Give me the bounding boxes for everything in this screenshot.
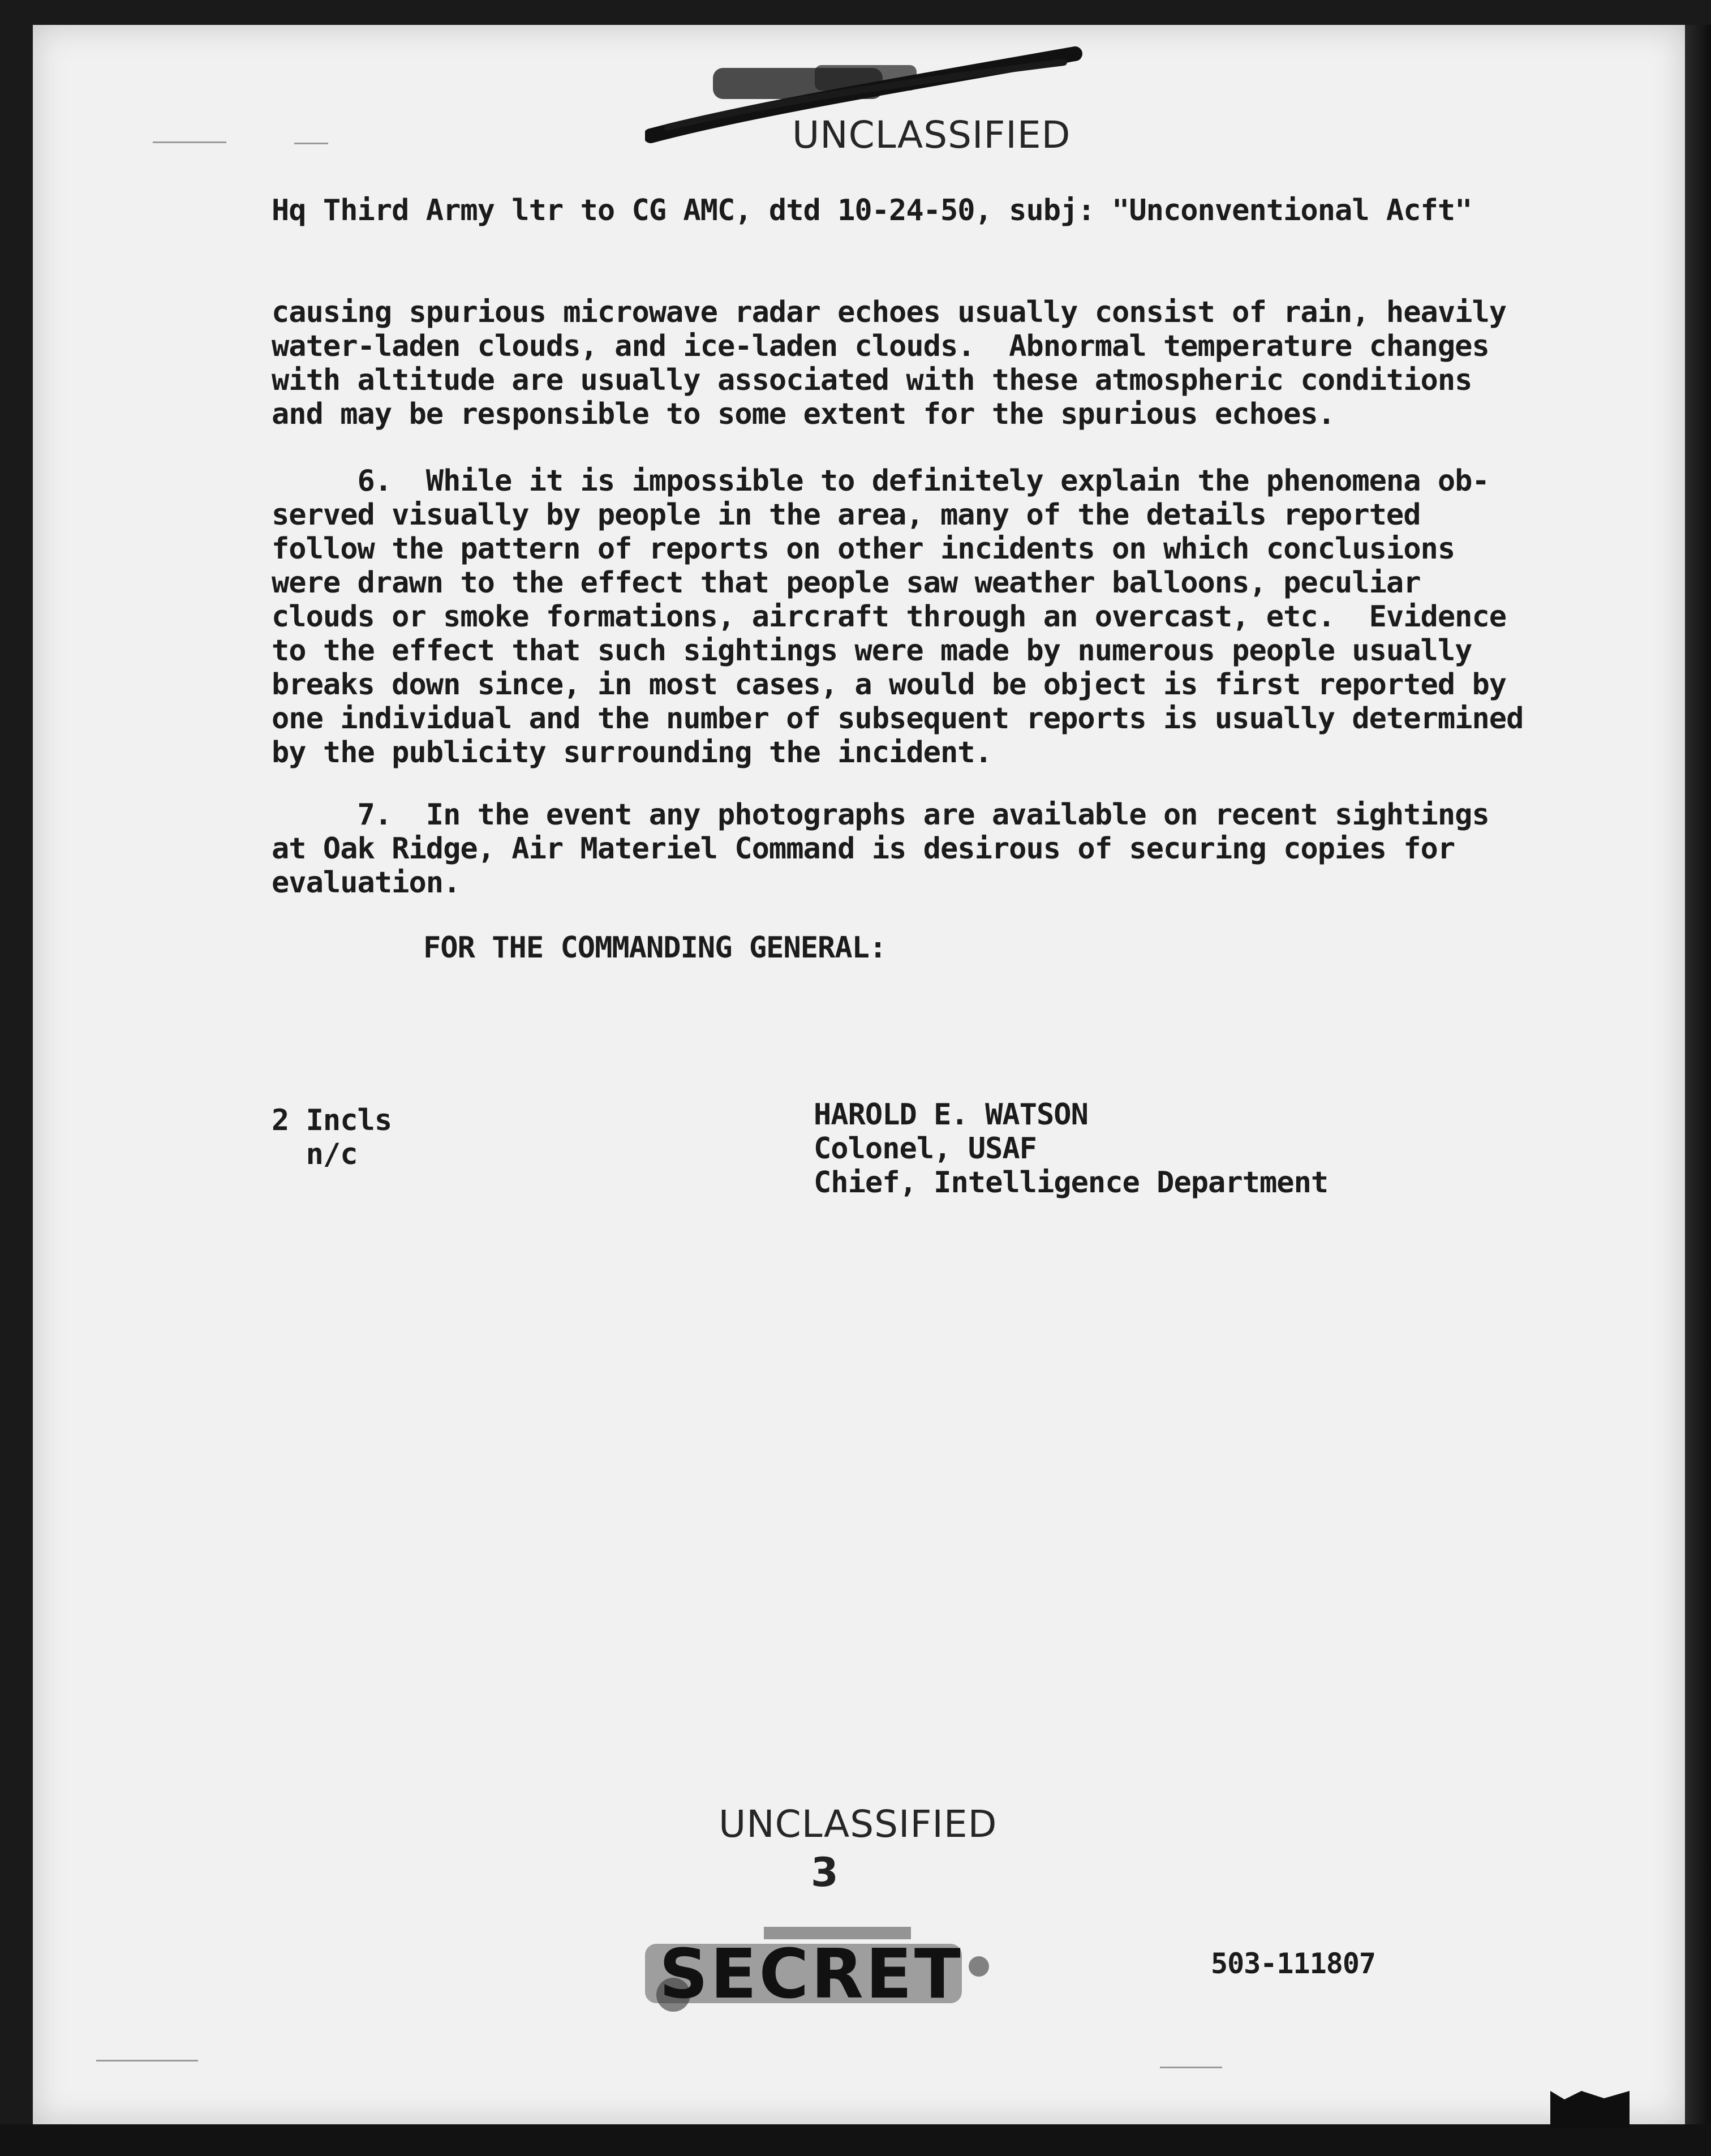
margin-mark bbox=[96, 2060, 198, 2061]
secret-stamp-text: SECRET bbox=[659, 1935, 963, 2014]
margin-mark bbox=[1160, 2067, 1222, 2068]
top-classification-stamp: UNCLASSIFIED bbox=[792, 113, 1071, 157]
signature-block: HAROLD E. WATSON Colonel, USAF Chief, Intelligence Department bbox=[814, 1098, 1329, 1200]
margin-mark bbox=[153, 141, 226, 143]
corner-mark bbox=[1547, 2088, 1632, 2128]
scan-edge-right bbox=[1685, 25, 1711, 2156]
paragraph-7: 7. In the event any photographs are available on recent sightings at Oak Ridge, Air Materiel Command is desirous of securing copies for evaluation. bbox=[272, 798, 1489, 900]
margin-mark bbox=[294, 143, 328, 144]
bottom-classification-stamp: UNCLASSIFIED bbox=[719, 1802, 998, 1846]
scan-edge-bottom bbox=[0, 2124, 1711, 2156]
enclosures: 2 Incls n/c bbox=[272, 1103, 392, 1171]
paragraph-5: causing spurious microwave radar echoes usually consist of rain, heavily water-laden clouds, and ice-laden clouds. Abnormal temperature changes with altitude are usually associated with these atmospheric conditions and may be responsible to some extent for the spurious echoes. bbox=[272, 295, 1507, 431]
document-number: 503-111807 bbox=[1211, 1947, 1376, 1980]
subject-header: Hq Third Army ltr to CG AMC, dtd 10-24-50, subj: "Unconventional Acft" bbox=[272, 194, 1472, 227]
page-number: 3 bbox=[811, 1849, 839, 1896]
secret-stamp bbox=[639, 1927, 1035, 2017]
closing-line: FOR THE COMMANDING GENERAL: bbox=[423, 931, 887, 965]
paragraph-6: 6. While it is impossible to definitely explain the phenomena ob- served visually by people in the area, many of the details reported follow the pattern of reports on other incidents on which conclusions were drawn to the effect that people saw weather balloons, peculiar clouds or smoke formations, aircraft through an overcast, etc. Evidence to the effect that such sightings were made by numerous people usually breaks down since, in most cases, a would be object is first reported by one individual and the number of subsequent reports is usually determined by the publicity surrounding the incident. bbox=[272, 464, 1524, 770]
